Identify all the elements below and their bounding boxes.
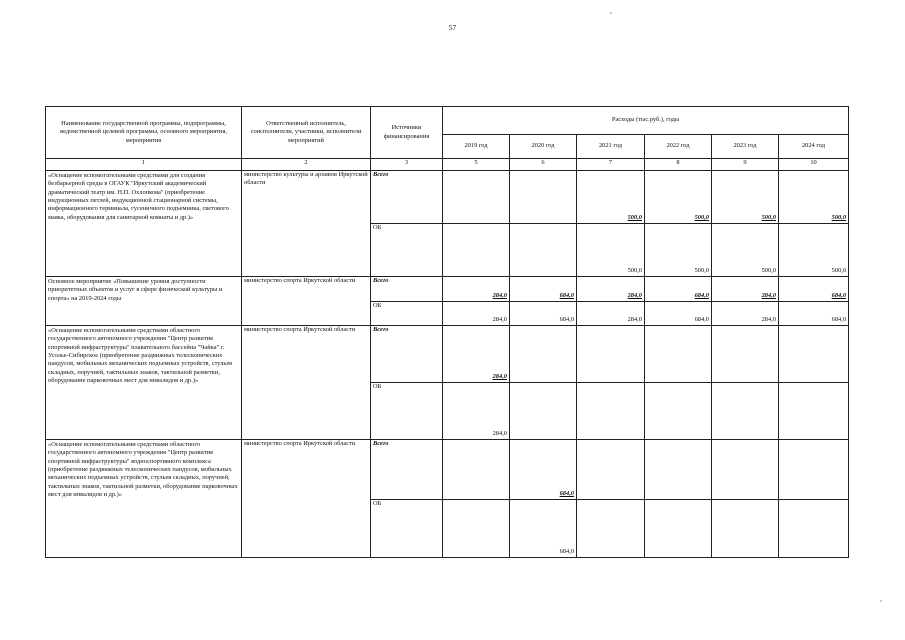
column-number: 7	[577, 159, 645, 171]
source-ob-label: ОБ	[371, 500, 443, 558]
value-cell: 684,0	[779, 302, 849, 326]
value-cell: 684,0	[510, 440, 577, 500]
value-cell: 500,0	[577, 224, 645, 277]
executor-name: министерство спорта Иркутской области	[242, 326, 371, 440]
value-cell	[779, 440, 849, 500]
value-cell	[577, 383, 645, 440]
value-cell	[443, 224, 510, 277]
value-cell: 284,0	[443, 277, 510, 302]
source-total-label: Всего	[371, 440, 443, 500]
value-cell	[712, 440, 779, 500]
header-year: 2019 год	[443, 135, 510, 159]
executor-name: министерство спорта Иркутской области	[242, 277, 371, 326]
value-cell: 684,0	[645, 302, 712, 326]
value-cell	[645, 500, 712, 558]
value-cell: 500,0	[645, 224, 712, 277]
column-number: 3	[371, 159, 443, 171]
value-cell: 284,0	[577, 277, 645, 302]
value-cell: 684,0	[510, 277, 577, 302]
table-row	[46, 277, 849, 302]
measure-name: «Оснащение вспомогательными средствами областного государственного автономного учреждения "Центр развития спортивной инфраструктуры" плавательного бассейна "Чайка" г. Усолье-Сибирское (приобретение раздвижных телескопических пандусов, мобильных механических подъемных устройств, стульев складных, поручней, тактильных знаков, тактильной разметки, оборудование парковочных мест для инвалидов и др.)»	[46, 326, 242, 440]
value-cell	[577, 440, 645, 500]
value-cell: 284,0	[577, 302, 645, 326]
header-executor: Ответственный исполнитель, соисполнители, участники, исполнители мероприятий	[242, 107, 371, 159]
measure-name: Основное мероприятие «Повышение уровня доступности приоритетных объектов и услуг в сфере физической культуры и спорта» на 2019-2024 годы	[46, 277, 242, 326]
header-expenses: Расходы (тыс.руб.), годы	[443, 107, 849, 135]
value-cell: 284,0	[443, 326, 510, 383]
value-cell	[712, 326, 779, 383]
value-cell: 284,0	[443, 302, 510, 326]
column-number: 5	[443, 159, 510, 171]
source-total-label: Всего	[371, 326, 443, 383]
value-cell	[712, 500, 779, 558]
header-year: 2022 год	[645, 135, 712, 159]
value-cell: 684,0	[645, 277, 712, 302]
table-row	[46, 440, 849, 500]
value-cell	[510, 326, 577, 383]
value-cell: 500,0	[577, 171, 645, 224]
value-cell	[510, 224, 577, 277]
budget-table	[45, 106, 849, 558]
value-cell: 500,0	[779, 171, 849, 224]
column-number: 6	[510, 159, 577, 171]
measure-name: «Оснащение вспомогательными средствами для создания безбарьерной среды в ОГАУК "Иркутский академический драматический театр им. Н.П. Охлопкова" (приобретение индукционных петлей, индукционной стационарной системы, информационного терминала, гусеничного подъемника, светового маяка, оборудования для санитарной комнаты и др.)»	[46, 171, 242, 277]
source-ob-label: ОБ	[371, 383, 443, 440]
page-number: 57	[448, 23, 457, 32]
source-total-label: Всего	[371, 277, 443, 302]
value-cell	[577, 500, 645, 558]
value-cell: 284,0	[443, 383, 510, 440]
value-cell	[779, 383, 849, 440]
value-cell	[510, 171, 577, 224]
value-cell	[712, 383, 779, 440]
header-name: Наименование государственной программы, подпрограммы, ведомственной целевой программы, основного мероприятия, мероприятия	[46, 107, 242, 159]
executor-name: министерство спорта Иркутской области	[242, 440, 371, 558]
value-cell	[510, 383, 577, 440]
value-cell	[779, 500, 849, 558]
header-year: 2021 год	[577, 135, 645, 159]
value-cell: 684,0	[510, 302, 577, 326]
value-cell	[443, 500, 510, 558]
column-number: 1	[46, 159, 242, 171]
value-cell	[443, 440, 510, 500]
value-cell: 500,0	[779, 224, 849, 277]
column-number: 9	[712, 159, 779, 171]
value-cell	[645, 440, 712, 500]
value-cell: 500,0	[712, 171, 779, 224]
value-cell	[645, 326, 712, 383]
measure-name: «Оснащение вспомогательными средствами областного государственного автономного учреждения "Центр развития спортивной инфраструктуры" водноспортивного комплекса (приобретение раздвижных телескопических пандусов, мобильных механических подъемных устройств, стульев складных, поручней, тактильных знаков, тактильной разметки, оборудование парковочных мест для инвалидов и др.)»	[46, 440, 242, 558]
value-cell: 284,0	[712, 277, 779, 302]
value-cell	[779, 326, 849, 383]
value-cell: 500,0	[712, 224, 779, 277]
value-cell: 684,0	[779, 277, 849, 302]
source-ob-label: ОБ	[371, 224, 443, 277]
source-total-label: Всего	[371, 171, 443, 224]
value-cell: 500,0	[645, 171, 712, 224]
column-number: 10	[779, 159, 849, 171]
column-number: 8	[645, 159, 712, 171]
table-row	[46, 326, 849, 383]
value-cell: 284,0	[712, 302, 779, 326]
table-row	[46, 171, 849, 224]
source-ob-label: ОБ	[371, 302, 443, 326]
column-number: 2	[242, 159, 371, 171]
header-year: 2023 год	[712, 135, 779, 159]
value-cell	[645, 383, 712, 440]
scan-speck	[880, 600, 882, 602]
header-source: Источники финансирования	[371, 107, 443, 159]
header-year: 2020 год	[510, 135, 577, 159]
scan-speck	[610, 12, 612, 14]
value-cell: 684,0	[510, 500, 577, 558]
header-year: 2024 год	[779, 135, 849, 159]
value-cell	[577, 326, 645, 383]
executor-name: министерство культуры и архивов Иркутской области	[242, 171, 371, 277]
value-cell	[443, 171, 510, 224]
